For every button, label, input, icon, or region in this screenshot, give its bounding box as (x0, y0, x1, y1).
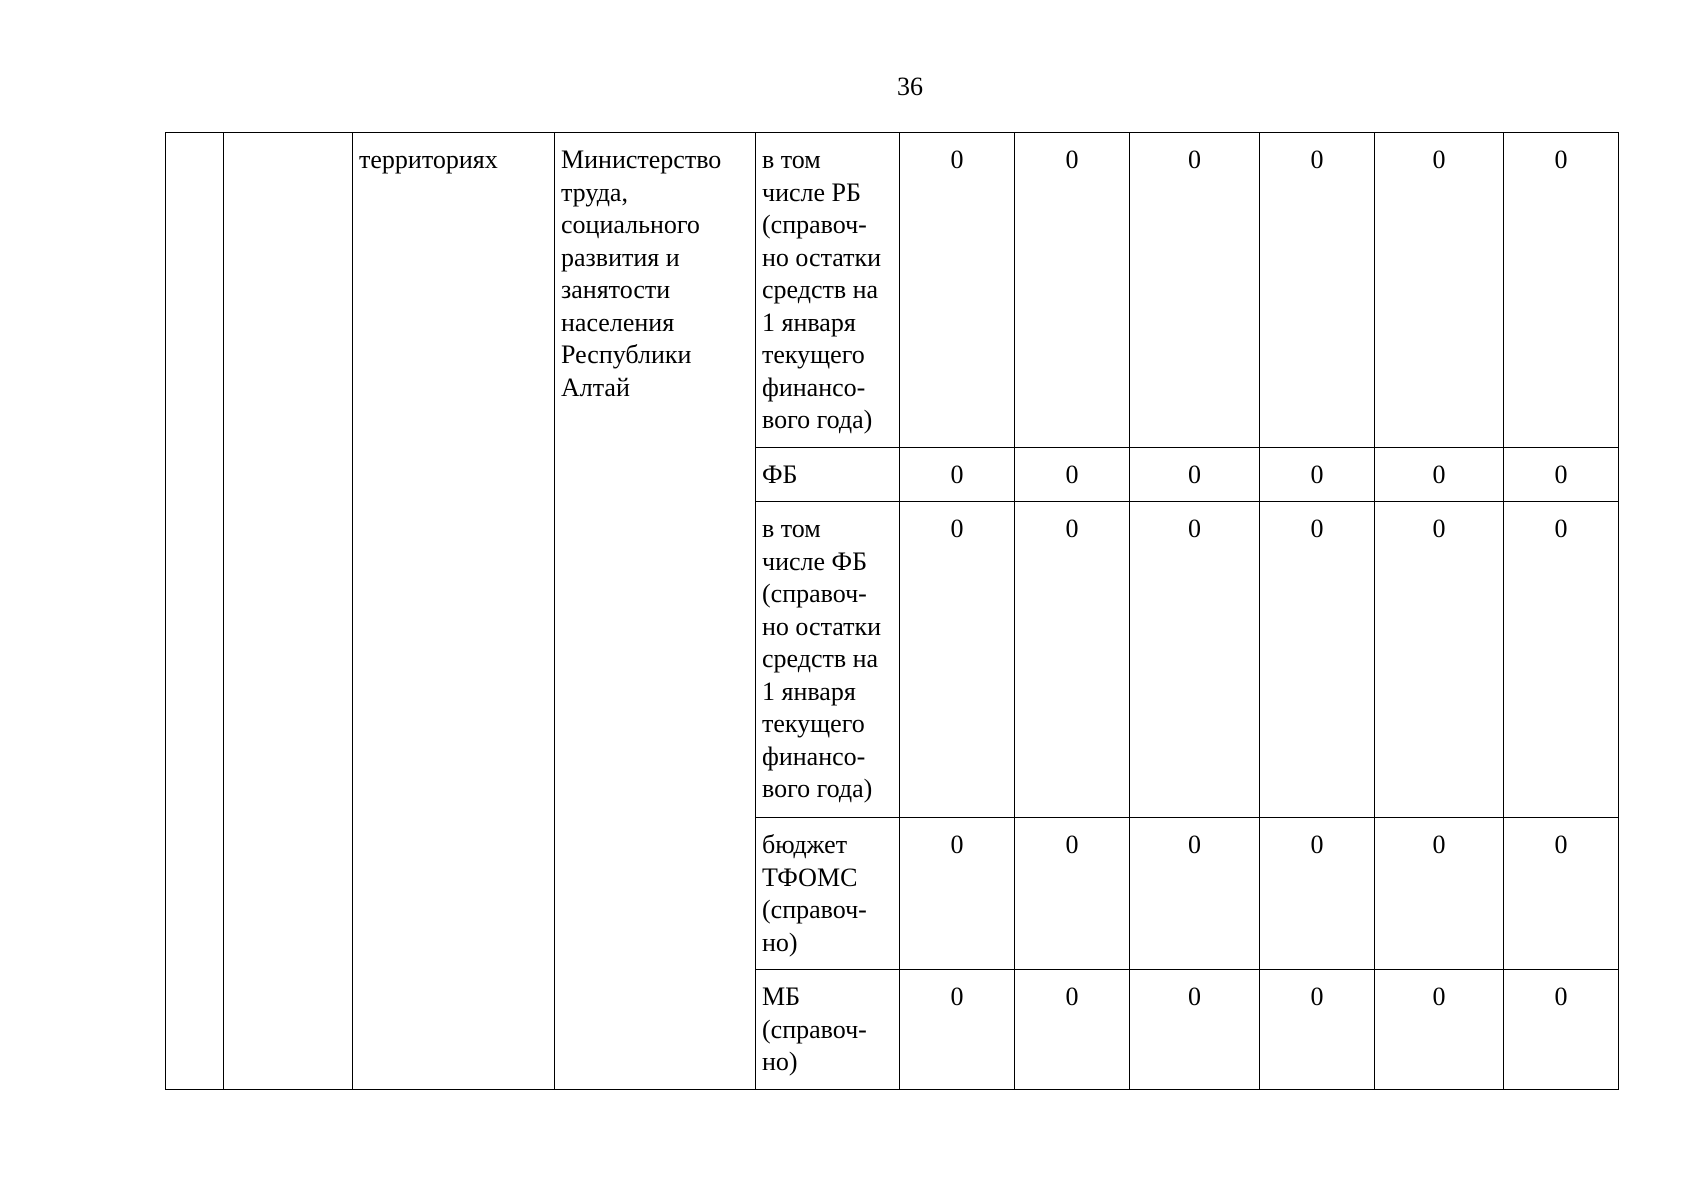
value-cell: 0 (1260, 970, 1375, 1090)
value-cell: 0 (1260, 502, 1375, 818)
value-cell: 0 (1260, 133, 1375, 448)
funding-source-cell (756, 970, 900, 1090)
funding-source-label: в том числе РБ (справоч- но остатки средств на 1 января текущего финансо- вого года) (762, 145, 882, 434)
value-cell: 0 (1375, 970, 1504, 1090)
funding-source-cell (756, 133, 900, 448)
value-cell: 0 (1130, 448, 1260, 502)
value-cell: 0 (1504, 133, 1619, 448)
funding-source-cell (756, 502, 900, 818)
value-cell: 0 (1260, 448, 1375, 502)
value-cell: 0 (1504, 502, 1619, 818)
value-cell: 0 (1504, 970, 1619, 1090)
value-cell: 0 (1130, 502, 1260, 818)
value-cell: 0 (900, 502, 1015, 818)
funding-table (165, 132, 1619, 1090)
value-cell: 0 (1375, 818, 1504, 970)
value-cell: 0 (1130, 133, 1260, 448)
value-cell: 0 (1375, 502, 1504, 818)
value-cell: 0 (1504, 818, 1619, 970)
funding-source-cell (756, 448, 900, 502)
number-cell (166, 133, 224, 1090)
funding-source-label: МБ (справоч- но) (762, 982, 867, 1076)
responsible-executor: Министерство труда, социального развития и занятости населения Республики Алтай (561, 145, 722, 402)
value-cell: 0 (1375, 448, 1504, 502)
funding-source-label: бюджет ТФОМС (справоч- но) (762, 830, 867, 957)
value-cell: 0 (900, 133, 1015, 448)
value-cell: 0 (900, 818, 1015, 970)
value-cell: 0 (1375, 133, 1504, 448)
funding-source-label: ФБ (762, 460, 798, 489)
funding-source-label: в том числе ФБ (справоч- но остатки средств на 1 января текущего финансо- вого года) (762, 514, 882, 803)
value-cell: 0 (1015, 502, 1130, 818)
responsible-cell (555, 133, 756, 1090)
territory-text: территориях (359, 145, 498, 174)
value-cell: 0 (1015, 970, 1130, 1090)
value-cell: 0 (1015, 448, 1130, 502)
value-cell: 0 (1504, 448, 1619, 502)
value-cell: 0 (1260, 818, 1375, 970)
value-cell: 0 (1015, 818, 1130, 970)
value-cell: 0 (1130, 818, 1260, 970)
territory-cell (353, 133, 555, 1090)
funding-source-cell (756, 818, 900, 970)
table-row (166, 133, 1619, 448)
page-number: 36 (897, 72, 923, 101)
value-cell: 0 (1015, 133, 1130, 448)
measure-name-cell (224, 133, 353, 1090)
value-cell: 0 (1130, 970, 1260, 1090)
value-cell: 0 (900, 970, 1015, 1090)
value-cell: 0 (900, 448, 1015, 502)
